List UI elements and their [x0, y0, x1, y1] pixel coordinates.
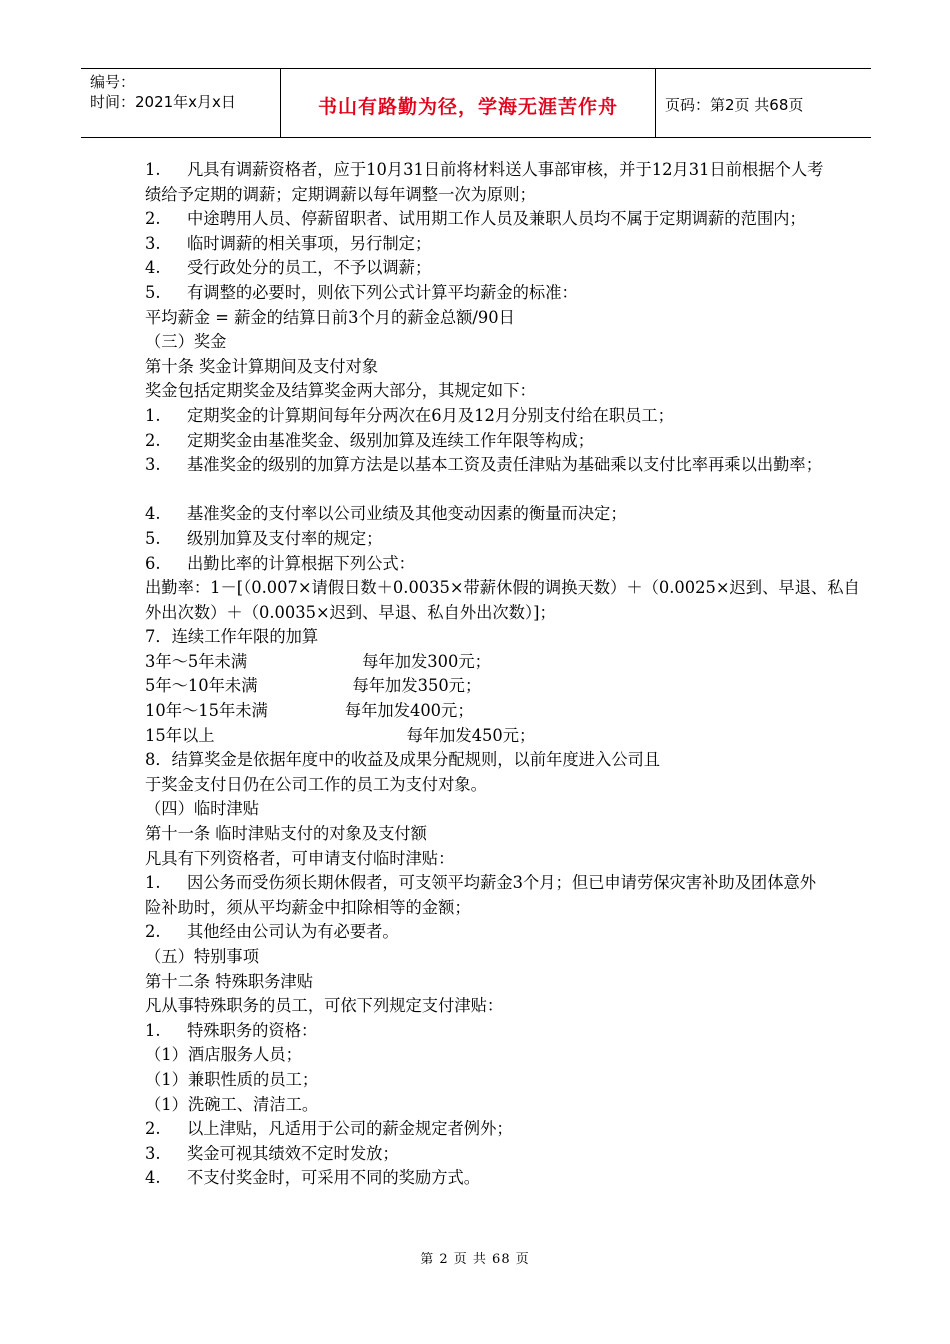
body-line — [145, 1043, 945, 1068]
line-text: 凡从事特殊职务的员工，可依下列规定支付津贴： — [145, 996, 504, 1016]
line-text: （三）奖金 — [145, 332, 227, 352]
body-line — [145, 1142, 945, 1167]
header-page-info: 页码：第2页 共68页 — [665, 96, 804, 114]
line-text: （五）特别事项 — [145, 947, 259, 966]
list-number: 4. — [145, 258, 161, 278]
body-line — [145, 429, 945, 454]
line-text: （四）临时津贴 — [145, 799, 259, 819]
blank-line — [145, 478, 945, 503]
list-number: 2. — [145, 922, 161, 942]
line-amount: 每年加发350元； — [352, 676, 482, 696]
list-number: 3. — [145, 455, 161, 475]
line-text: 5年～10年未满 — [145, 676, 258, 696]
header-slogan-cell — [281, 69, 656, 137]
line-text: 15年以上 — [145, 725, 215, 745]
body-line — [145, 1068, 945, 1093]
line-text: 基准奖金的支付率以公司业绩及其他变动因素的衡量而决定； — [187, 504, 627, 524]
body-line — [145, 256, 945, 281]
line-text: 定期奖金的计算期间每年分两次在6月及12月分别支付给在职员工； — [187, 405, 674, 425]
body-line — [145, 502, 945, 527]
line-text: 中途聘用人员、停薪留职者、试用期工作人员及兼职人员均不属于定期调薪的范围内； — [187, 209, 806, 229]
body-line — [145, 306, 945, 331]
line-text: 奖金包括定期奖金及结算奖金两大部分，其规定如下： — [145, 381, 536, 401]
body-line — [145, 970, 945, 995]
line-text: 出勤比率的计算根据下列公式： — [187, 553, 415, 573]
body-line — [145, 232, 945, 257]
list-number: 2. — [145, 430, 161, 450]
body-line — [145, 920, 945, 945]
line-text: 第十二条 特殊职务津贴 — [145, 971, 313, 991]
body-line — [145, 1019, 945, 1044]
body-line — [145, 379, 945, 404]
body-line — [145, 822, 945, 847]
body-line — [145, 773, 945, 798]
line-text: 其他经由公司认为有必要者。 — [187, 922, 399, 942]
line-text: 受行政处分的员工，不予以调薪； — [187, 258, 432, 278]
line-text: 第十条 奖金计算期间及支付对象 — [145, 356, 379, 376]
body-line — [145, 158, 945, 183]
line-text: 以上津贴，凡适用于公司的薪金规定者例外； — [187, 1119, 513, 1139]
list-number: 2. — [145, 209, 161, 229]
body-line — [145, 994, 945, 1019]
body-line — [145, 650, 945, 675]
line-text: 10年～15年未满 — [145, 701, 268, 721]
line-text: （1）洗碗工、清洁工。 — [145, 1094, 319, 1114]
body-line — [145, 207, 945, 232]
list-number: 3. — [145, 1143, 161, 1163]
line-text: 级别加算及支付率的规定； — [187, 528, 383, 548]
body-line — [145, 748, 945, 773]
page-header — [81, 68, 871, 138]
line-text: 凡具有调薪资格者，应于10月31日前将材料送人事部审核，并于12月31日前根据个人考 — [187, 160, 824, 179]
body-line — [145, 724, 945, 749]
list-number: 4. — [145, 1168, 161, 1188]
list-number: 1. — [145, 160, 161, 179]
line-text: 7．连续工作年限的加算 — [145, 627, 319, 647]
line-text: 因公务而受伤须长期休假者，可支领平均薪金3个月；但已申请劳保灾害补助及团体意外 — [187, 873, 817, 893]
page-footer: 第 2 页 共 68 页 — [420, 1252, 530, 1267]
line-text: 有调整的必要时，则依下列公式计算平均薪金的标准： — [187, 282, 578, 302]
body-line — [145, 355, 945, 380]
line-text: 不支付奖金时，可采用不同的奖励方式。 — [187, 1168, 481, 1188]
line-text: 平均薪金 = 薪金的结算日前3个月的薪金总额/90日 — [145, 307, 515, 327]
body-line — [145, 576, 945, 601]
body-line — [145, 797, 945, 822]
list-number: 6. — [145, 553, 161, 573]
body-line — [145, 404, 945, 429]
line-text: 基准奖金的级别的加算方法是以基本工资及责任津贴为基础乘以支付比率再乘以出勤率； — [187, 455, 822, 475]
line-text: （1）兼职性质的员工； — [145, 1069, 319, 1089]
line-text: （1）酒店服务人员； — [145, 1045, 302, 1065]
line-amount: 每年加发450元； — [406, 725, 536, 745]
body-line — [145, 1093, 945, 1118]
list-number: 1. — [145, 1020, 161, 1040]
line-text: 险补助时，须从平均薪金中扣除相等的金额； — [145, 897, 471, 917]
list-number: 1. — [145, 873, 161, 893]
line-text: 特殊职务的资格： — [187, 1020, 318, 1040]
body-line — [145, 453, 945, 478]
body-line — [145, 527, 945, 552]
line-amount: 每年加发300元； — [362, 651, 491, 671]
line-text: 8．结算奖金是依据年度中的收益及成果分配规则，以前年度进入公司且 — [145, 750, 661, 770]
document-number-label: 编号： — [90, 73, 136, 91]
header-meta — [81, 69, 281, 137]
list-number: 5. — [145, 528, 161, 548]
body-line — [145, 552, 945, 577]
line-text: 奖金可视其绩效不定时发放； — [187, 1143, 399, 1163]
line-text: 出勤率：1－[（0.007×请假日数＋0.0035×带薪休假的调换天数）＋（0.0025×迟到、早退、私自 — [145, 578, 860, 598]
body-line — [145, 871, 945, 896]
header-page-cell — [656, 69, 871, 137]
list-number: 3. — [145, 233, 161, 253]
body-line — [145, 674, 945, 699]
body-line — [145, 1166, 945, 1191]
line-text: 3年～5年未满 — [145, 651, 248, 671]
body-line — [145, 281, 945, 306]
list-number: 1. — [145, 405, 161, 425]
body-line — [145, 699, 945, 724]
body-line — [145, 625, 945, 650]
list-number: 4. — [145, 504, 161, 524]
list-number: 5. — [145, 282, 161, 302]
body-line — [145, 945, 945, 970]
body-line — [145, 1117, 945, 1142]
body-line — [145, 847, 945, 872]
line-text: 临时调薪的相关事项，另行制定； — [187, 233, 432, 253]
body-line — [145, 183, 945, 208]
line-text: 绩给予定期的调薪；定期调薪以每年调整一次为原则； — [145, 184, 536, 204]
document-time-label: 时间：2021年x月x日 — [90, 93, 236, 111]
document-body — [145, 158, 945, 1191]
line-text: 第十一条 临时津贴支付的对象及支付额 — [145, 824, 427, 844]
line-text: 凡具有下列资格者，可申请支付临时津贴： — [145, 848, 455, 868]
line-amount: 每年加发400元； — [344, 701, 474, 721]
body-line — [145, 330, 945, 355]
line-text: 外出次数）＋（0.0035×迟到、早退、私自外出次数）]； — [145, 602, 556, 622]
body-line — [145, 601, 945, 626]
line-text: 定期奖金由基准奖金、级别加算及连续工作年限等构成； — [187, 430, 595, 450]
body-line — [145, 896, 945, 921]
list-number: 2. — [145, 1119, 161, 1139]
header-slogan: 书山有路勤为径，学海无涯苦作舟 — [317, 96, 618, 118]
line-text: 于奖金支付日仍在公司工作的员工为支付对象。 — [145, 774, 487, 794]
